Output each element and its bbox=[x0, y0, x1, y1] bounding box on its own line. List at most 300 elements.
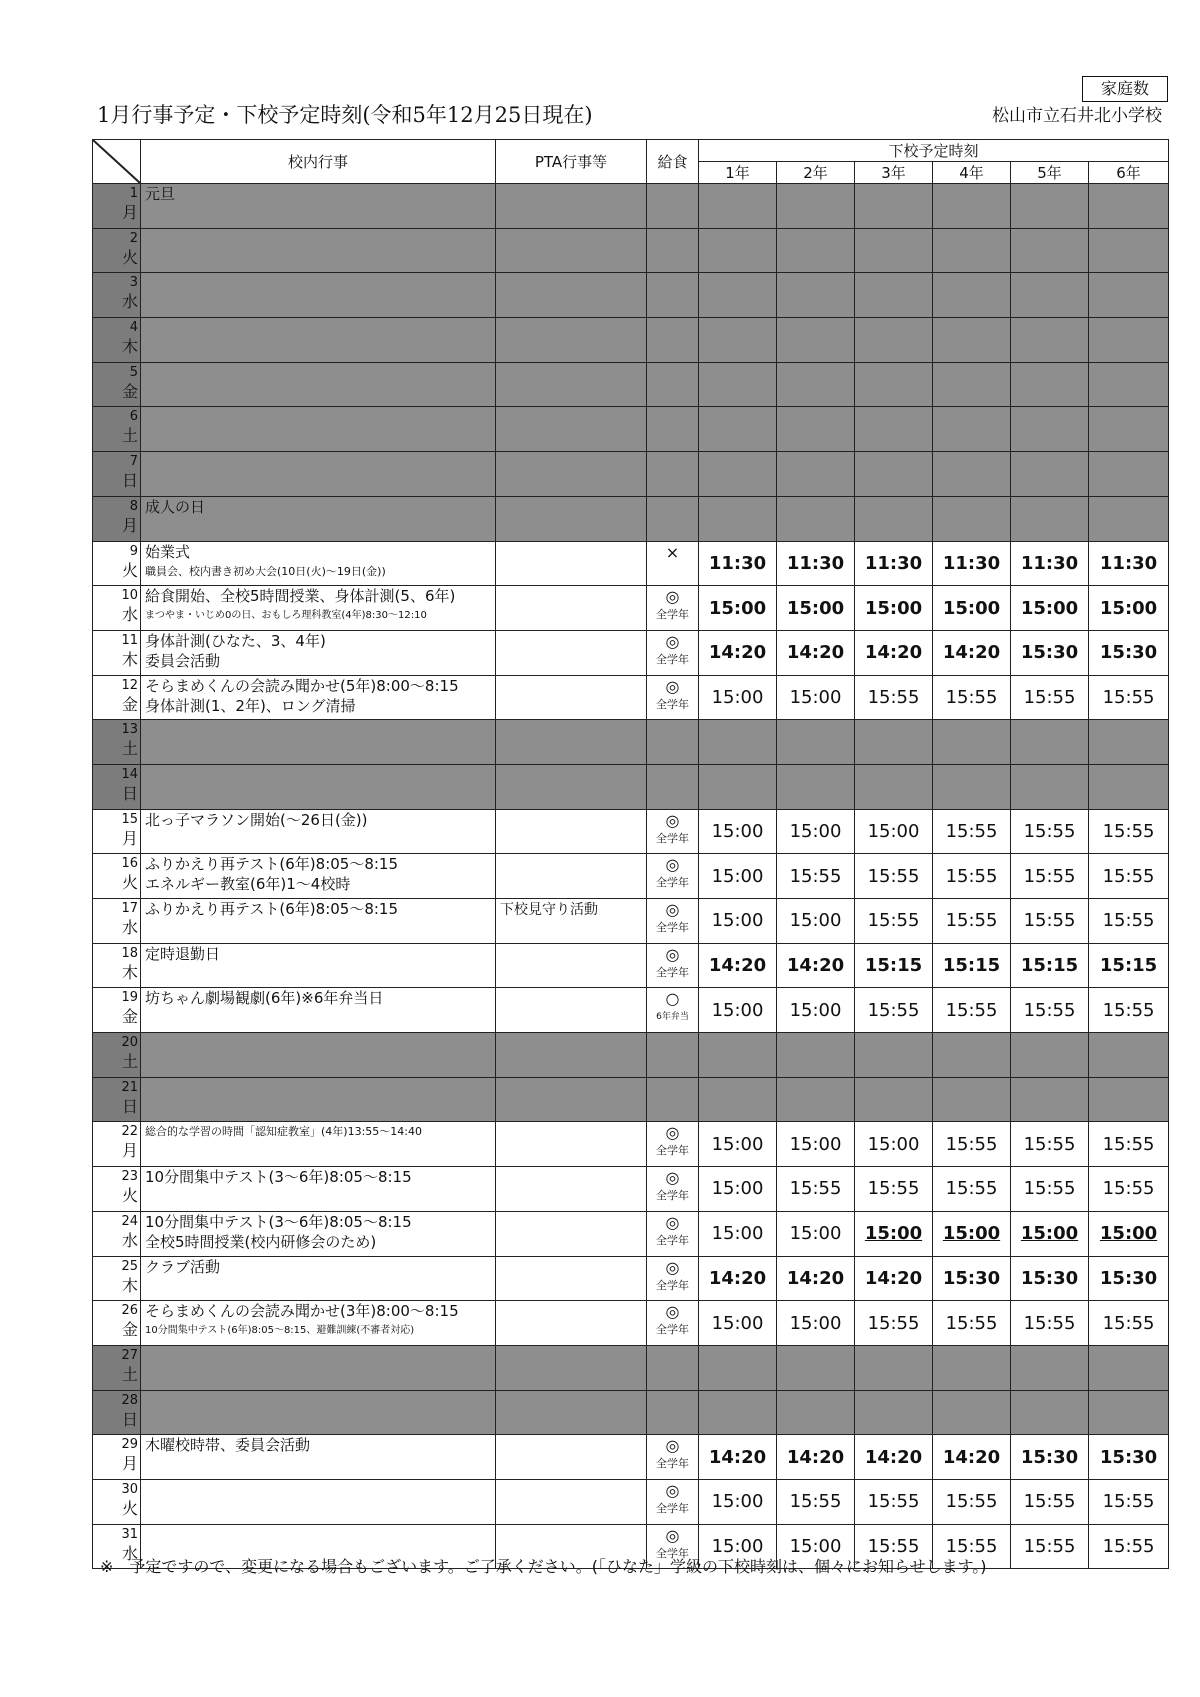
lunch-mark: ○ bbox=[665, 989, 680, 1009]
dismissal-time-cell bbox=[1089, 407, 1169, 452]
dismissal-time-cell bbox=[699, 1256, 777, 1301]
dismissal-time-cell bbox=[1011, 1033, 1089, 1078]
lunch-cell bbox=[647, 452, 699, 497]
header-grade: 5年 bbox=[1011, 162, 1089, 184]
lunch-cell bbox=[647, 720, 699, 765]
lunch-mark: ◎ bbox=[665, 1168, 680, 1188]
dismissal-time-cell bbox=[777, 541, 855, 586]
day-number: 25 bbox=[121, 1258, 138, 1274]
header-grade: 1年 bbox=[699, 162, 777, 184]
day-of-week: 木 bbox=[121, 1275, 138, 1295]
date-cell bbox=[93, 720, 141, 765]
table-row bbox=[93, 1077, 1169, 1122]
dismissal-time: 15:15 bbox=[1020, 955, 1079, 977]
dismissal-time-cell bbox=[777, 809, 855, 854]
dismissal-time-cell bbox=[855, 1122, 933, 1167]
dismissal-time-cell bbox=[1089, 1345, 1169, 1390]
dismissal-time: 15:55 bbox=[1023, 1535, 1076, 1557]
lunch-cell bbox=[647, 1390, 699, 1435]
dismissal-time-cell bbox=[1011, 228, 1089, 273]
lunch-mark: ◎ bbox=[665, 1257, 680, 1277]
lunch-cell bbox=[647, 988, 699, 1033]
dismissal-time-cell bbox=[933, 318, 1011, 363]
dismissal-time-cell bbox=[1011, 1345, 1089, 1390]
pta-cell bbox=[496, 496, 647, 541]
lunch-cell bbox=[647, 541, 699, 586]
date-cell bbox=[93, 407, 141, 452]
header-lunch: 給食 bbox=[647, 140, 699, 184]
dismissal-time-cell bbox=[1089, 541, 1169, 586]
lunch-note: 全学年 bbox=[656, 876, 689, 890]
date-cell bbox=[93, 1033, 141, 1078]
dismissal-time-cell bbox=[777, 362, 855, 407]
event-cell bbox=[141, 1033, 496, 1078]
day-number: 11 bbox=[121, 632, 138, 648]
day-of-week: 火 bbox=[121, 873, 138, 893]
event-cell bbox=[141, 541, 496, 586]
event-text: 給食開始、全校5時間授業、身体計測(5、6年) bbox=[145, 587, 456, 606]
day-number: 17 bbox=[121, 901, 138, 916]
day-of-week: 月 bbox=[121, 828, 138, 848]
pta-cell bbox=[496, 586, 647, 631]
lunch-cell bbox=[647, 1033, 699, 1078]
dismissal-time-cell bbox=[699, 1122, 777, 1167]
dismissal-time: 14:20 bbox=[942, 642, 1001, 664]
dismissal-time-cell bbox=[855, 362, 933, 407]
dismissal-time-cell bbox=[855, 630, 933, 675]
dismissal-time-cell bbox=[699, 630, 777, 675]
dismissal-time: 15:00 bbox=[711, 1491, 764, 1513]
day-of-week: 日 bbox=[121, 471, 138, 491]
dismissal-time: 15:55 bbox=[945, 686, 998, 708]
dismissal-time: 15:00 bbox=[864, 597, 923, 619]
dismissal-time-cell bbox=[1089, 1211, 1169, 1256]
table-row bbox=[93, 675, 1169, 720]
dismissal-time-cell bbox=[855, 318, 933, 363]
dismissal-time: 15:00 bbox=[711, 686, 764, 708]
lunch-cell bbox=[647, 675, 699, 720]
dismissal-time-cell bbox=[933, 675, 1011, 720]
lunch-mark: ◎ bbox=[665, 1480, 680, 1500]
dismissal-time-cell bbox=[1011, 1435, 1089, 1480]
date-cell bbox=[93, 943, 141, 988]
dismissal-time-cell bbox=[1089, 1390, 1169, 1435]
dismissal-time-cell bbox=[933, 854, 1011, 899]
day-number: 26 bbox=[121, 1303, 138, 1319]
dismissal-time: 15:55 bbox=[1023, 820, 1076, 842]
dismissal-time: 15:55 bbox=[867, 686, 920, 708]
lunch-note: 全学年 bbox=[656, 1546, 689, 1560]
dismissal-time-cell bbox=[777, 1390, 855, 1435]
dismissal-time-cell bbox=[933, 541, 1011, 586]
day-of-week: 金 bbox=[121, 694, 138, 714]
dismissal-time: 15:00 bbox=[789, 1223, 842, 1245]
day-of-week: 水 bbox=[121, 918, 138, 937]
dismissal-time-cell bbox=[699, 1345, 777, 1390]
dismissal-time-cell bbox=[1089, 1256, 1169, 1301]
pta-cell bbox=[496, 720, 647, 765]
lunch-cell bbox=[647, 1256, 699, 1301]
event-text: そらまめくんの会読み聞かせ(3年)8:00～8:15 bbox=[145, 1302, 459, 1321]
pta-cell bbox=[496, 1033, 647, 1078]
day-number: 22 bbox=[121, 1124, 138, 1140]
day-of-week: 火 bbox=[121, 560, 138, 580]
table-row bbox=[93, 362, 1169, 407]
dismissal-time-cell bbox=[855, 1256, 933, 1301]
dismissal-time-cell bbox=[699, 496, 777, 541]
dismissal-time-cell bbox=[1011, 809, 1089, 854]
dismissal-time-cell bbox=[933, 273, 1011, 318]
event-cell bbox=[141, 1479, 496, 1524]
table-row bbox=[93, 854, 1169, 899]
dismissal-time-cell bbox=[1011, 1390, 1089, 1435]
lunch-note: 全学年 bbox=[656, 1189, 689, 1203]
dismissal-time-cell bbox=[1011, 586, 1089, 631]
lunch-cell bbox=[647, 764, 699, 809]
dismissal-time-cell bbox=[1089, 1033, 1169, 1078]
lunch-cell bbox=[647, 854, 699, 899]
date-cell bbox=[93, 318, 141, 363]
dismissal-time-cell bbox=[933, 1256, 1011, 1301]
lunch-mark: ◎ bbox=[665, 855, 680, 875]
dismissal-time-cell bbox=[1011, 407, 1089, 452]
date-cell bbox=[93, 1301, 141, 1346]
dismissal-time-cell bbox=[933, 809, 1011, 854]
dismissal-time: 15:30 bbox=[1099, 642, 1158, 664]
day-of-week: 金 bbox=[121, 381, 138, 401]
pta-cell bbox=[496, 1479, 647, 1524]
dismissal-time: 15:15 bbox=[942, 955, 1001, 977]
dismissal-time: 15:55 bbox=[1102, 1491, 1155, 1513]
dismissal-time-cell bbox=[777, 1256, 855, 1301]
dismissal-time: 14:20 bbox=[942, 1446, 1001, 1468]
pta-cell bbox=[496, 1077, 647, 1122]
dismissal-time: 15:00 bbox=[789, 910, 842, 932]
dismissal-time: 14:20 bbox=[786, 1446, 845, 1468]
date-cell bbox=[93, 988, 141, 1033]
dismissal-time-cell bbox=[855, 943, 933, 988]
dismissal-time-cell bbox=[699, 407, 777, 452]
dismissal-time-cell bbox=[777, 1479, 855, 1524]
dismissal-time: 15:00 bbox=[789, 686, 842, 708]
event-cell bbox=[141, 1122, 496, 1167]
lunch-mark: ◎ bbox=[665, 676, 680, 696]
dismissal-time-cell bbox=[1011, 184, 1089, 229]
dismissal-time-cell bbox=[699, 1479, 777, 1524]
dismissal-time-cell bbox=[933, 943, 1011, 988]
dismissal-time: 15:15 bbox=[864, 955, 923, 977]
table-row bbox=[93, 541, 1169, 586]
dismissal-time-cell bbox=[933, 764, 1011, 809]
dismissal-time-cell bbox=[1089, 1122, 1169, 1167]
dismissal-time: 11:30 bbox=[708, 552, 767, 574]
day-of-week: 水 bbox=[121, 1230, 138, 1250]
dismissal-time-cell bbox=[855, 496, 933, 541]
footnote: ※ 予定ですので、変更になる場合もございます。ご了承ください。(「ひなた」学級の下校時刻は、個々にお知らせします。) bbox=[100, 1557, 987, 1576]
dismissal-time: 15:55 bbox=[789, 1491, 842, 1513]
day-of-week: 火 bbox=[121, 247, 138, 267]
date-cell bbox=[93, 1077, 141, 1122]
dismissal-time-cell bbox=[855, 854, 933, 899]
dismissal-time: 15:00 bbox=[711, 910, 764, 932]
dismissal-time: 15:00 bbox=[942, 1223, 1001, 1245]
table-row bbox=[93, 809, 1169, 854]
table-row bbox=[93, 720, 1169, 765]
pta-cell bbox=[496, 318, 647, 363]
dismissal-time-cell bbox=[777, 1077, 855, 1122]
header-pta: PTA行事等 bbox=[496, 140, 647, 184]
lunch-cell bbox=[647, 318, 699, 363]
dismissal-time: 15:55 bbox=[1102, 820, 1155, 842]
table-row bbox=[93, 943, 1169, 988]
day-number: 18 bbox=[121, 945, 138, 961]
header-events: 校内行事 bbox=[141, 140, 496, 184]
dismissal-time-cell bbox=[1011, 899, 1089, 944]
dismissal-time: 15:55 bbox=[1023, 910, 1076, 932]
dismissal-time: 15:55 bbox=[945, 1312, 998, 1334]
dismissal-time-cell bbox=[777, 899, 855, 944]
dismissal-time-cell bbox=[1089, 586, 1169, 631]
pta-cell bbox=[496, 1122, 647, 1167]
dismissal-time: 15:55 bbox=[1102, 910, 1155, 932]
day-number: 16 bbox=[121, 856, 138, 872]
lunch-mark: ◎ bbox=[665, 1436, 680, 1456]
day-of-week: 水 bbox=[121, 1543, 138, 1563]
lunch-cell bbox=[647, 1077, 699, 1122]
table-row bbox=[93, 273, 1169, 318]
event-cell bbox=[141, 764, 496, 809]
dismissal-time-cell bbox=[1089, 675, 1169, 720]
lunch-cell bbox=[647, 809, 699, 854]
dismissal-time-cell bbox=[855, 228, 933, 273]
pta-cell bbox=[496, 184, 647, 229]
day-of-week: 日 bbox=[121, 783, 138, 803]
date-cell bbox=[93, 899, 141, 944]
day-of-week: 金 bbox=[121, 1007, 138, 1027]
event-cell bbox=[141, 899, 496, 944]
dismissal-time-cell bbox=[1011, 452, 1089, 497]
dismissal-time: 15:00 bbox=[789, 820, 842, 842]
date-cell bbox=[93, 1122, 141, 1167]
event-cell bbox=[141, 1256, 496, 1301]
dismissal-time-cell bbox=[777, 764, 855, 809]
header-dismissal: 下校予定時刻 bbox=[699, 140, 1169, 162]
dismissal-time-cell bbox=[699, 228, 777, 273]
pta-cell bbox=[496, 541, 647, 586]
dismissal-time-cell bbox=[699, 1077, 777, 1122]
dismissal-time-cell bbox=[933, 1479, 1011, 1524]
date-cell bbox=[93, 1435, 141, 1480]
dismissal-time-cell bbox=[1089, 362, 1169, 407]
dismissal-time-cell bbox=[699, 273, 777, 318]
dismissal-time-cell bbox=[933, 1033, 1011, 1078]
table-row bbox=[93, 1301, 1169, 1346]
household-tag: 家庭数 bbox=[1082, 76, 1168, 102]
lunch-note: 全学年 bbox=[656, 1501, 689, 1515]
lunch-mark: ◎ bbox=[665, 1212, 680, 1232]
lunch-cell bbox=[647, 184, 699, 229]
event-cell bbox=[141, 228, 496, 273]
dismissal-time-cell bbox=[855, 1211, 933, 1256]
table-row bbox=[93, 1390, 1169, 1435]
table-row bbox=[93, 988, 1169, 1033]
diagonal-line bbox=[93, 140, 140, 183]
day-number: 6 bbox=[129, 409, 138, 425]
dismissal-time: 15:30 bbox=[942, 1267, 1001, 1289]
dismissal-time-cell bbox=[1089, 452, 1169, 497]
table-row bbox=[93, 1211, 1169, 1256]
table-row bbox=[93, 407, 1169, 452]
dismissal-time: 15:55 bbox=[1102, 1178, 1155, 1200]
dismissal-time: 14:20 bbox=[864, 642, 923, 664]
event-text: 10分間集中テスト(3～6年)8:05～8:15 bbox=[145, 1212, 412, 1231]
day-number: 31 bbox=[121, 1526, 138, 1542]
lunch-note: 全学年 bbox=[656, 697, 689, 711]
lunch-cell bbox=[647, 943, 699, 988]
table-row bbox=[93, 1479, 1169, 1524]
pta-cell bbox=[496, 228, 647, 273]
event-text: 身体計測(1、2年)、ロング清掃 bbox=[145, 696, 356, 715]
dismissal-time-cell bbox=[933, 1211, 1011, 1256]
lunch-mark: ◎ bbox=[665, 587, 680, 607]
dismissal-time-cell bbox=[1011, 630, 1089, 675]
dismissal-time: 15:55 bbox=[867, 1178, 920, 1200]
dismissal-time-cell bbox=[855, 809, 933, 854]
dismissal-time: 15:00 bbox=[711, 1535, 764, 1557]
pta-cell bbox=[496, 407, 647, 452]
dismissal-time: 15:55 bbox=[1023, 1312, 1076, 1334]
schedule-table bbox=[92, 139, 1169, 1569]
dismissal-time-cell bbox=[777, 630, 855, 675]
dismissal-time-cell bbox=[699, 1211, 777, 1256]
dismissal-time-cell bbox=[699, 1390, 777, 1435]
date-cell bbox=[93, 1479, 141, 1524]
event-text: 全校5時間授業(校内研修会のため) bbox=[145, 1232, 377, 1251]
lunch-note: 全学年 bbox=[656, 965, 689, 979]
event-text: 委員会活動 bbox=[145, 651, 221, 670]
dismissal-time-cell bbox=[855, 1390, 933, 1435]
day-number: 30 bbox=[121, 1481, 138, 1497]
dismissal-time: 15:55 bbox=[867, 1312, 920, 1334]
dismissal-time: 14:20 bbox=[708, 1267, 767, 1289]
lunch-note: 全学年 bbox=[656, 831, 689, 845]
day-number: 28 bbox=[121, 1392, 138, 1408]
event-cell bbox=[141, 1390, 496, 1435]
dismissal-time-cell bbox=[699, 988, 777, 1033]
event-cell bbox=[141, 1077, 496, 1122]
event-cell bbox=[141, 809, 496, 854]
day-of-week: 木 bbox=[121, 649, 138, 669]
event-text: 職員会、校内書き初め大会(10日(火)～19日(金)) bbox=[145, 564, 386, 578]
dismissal-time-cell bbox=[777, 854, 855, 899]
dismissal-time-cell bbox=[933, 228, 1011, 273]
dismissal-time: 14:20 bbox=[786, 955, 845, 977]
event-cell bbox=[141, 1435, 496, 1480]
dismissal-time-cell bbox=[933, 496, 1011, 541]
dismissal-time: 15:55 bbox=[1023, 1133, 1076, 1155]
day-number: 5 bbox=[129, 364, 138, 380]
dismissal-time: 15:55 bbox=[1102, 865, 1155, 887]
day-of-week: 金 bbox=[121, 1320, 138, 1340]
dismissal-time-cell bbox=[1011, 943, 1089, 988]
dismissal-time: 15:00 bbox=[711, 1133, 764, 1155]
event-cell bbox=[141, 362, 496, 407]
pta-cell bbox=[496, 630, 647, 675]
pta-cell bbox=[496, 452, 647, 497]
dismissal-time-cell bbox=[699, 764, 777, 809]
dismissal-time-cell bbox=[1011, 1479, 1089, 1524]
lunch-cell bbox=[647, 1122, 699, 1167]
dismissal-time-cell bbox=[855, 675, 933, 720]
table-row bbox=[93, 184, 1169, 229]
pta-cell bbox=[496, 675, 647, 720]
header-grade: 3年 bbox=[855, 162, 933, 184]
day-of-week: 木 bbox=[121, 962, 138, 982]
dismissal-time: 15:00 bbox=[711, 1312, 764, 1334]
pta-cell bbox=[496, 1435, 647, 1480]
dismissal-time: 15:30 bbox=[1020, 642, 1079, 664]
table-row bbox=[93, 1345, 1169, 1390]
dismissal-time-cell bbox=[933, 720, 1011, 765]
dismissal-time: 15:00 bbox=[711, 865, 764, 887]
dismissal-time-cell bbox=[1089, 184, 1169, 229]
dismissal-time: 15:55 bbox=[1102, 1312, 1155, 1334]
event-cell bbox=[141, 675, 496, 720]
event-text: ふりかえり再テスト(6年)8:05～8:15 bbox=[145, 855, 399, 874]
day-number: 19 bbox=[121, 990, 138, 1006]
table-row bbox=[93, 452, 1169, 497]
dismissal-time: 15:00 bbox=[867, 1133, 920, 1155]
dismissal-time-cell bbox=[1089, 496, 1169, 541]
dismissal-time: 15:55 bbox=[945, 865, 998, 887]
dismissal-time: 15:00 bbox=[789, 1133, 842, 1155]
dismissal-time: 15:00 bbox=[864, 1223, 923, 1245]
dismissal-time: 14:20 bbox=[708, 1446, 767, 1468]
dismissal-time-cell bbox=[1089, 1479, 1169, 1524]
dismissal-time: 14:20 bbox=[864, 1267, 923, 1289]
dismissal-time-cell bbox=[855, 1077, 933, 1122]
dismissal-time-cell bbox=[1011, 496, 1089, 541]
day-of-week: 水 bbox=[121, 292, 138, 312]
dismissal-time-cell bbox=[933, 899, 1011, 944]
lunch-mark: ◎ bbox=[665, 1123, 680, 1143]
date-cell bbox=[93, 1167, 141, 1212]
dismissal-time-cell bbox=[855, 1479, 933, 1524]
dismissal-time-cell bbox=[855, 720, 933, 765]
dismissal-time: 15:55 bbox=[1023, 999, 1076, 1021]
dismissal-time-cell bbox=[1089, 720, 1169, 765]
dismissal-time-cell bbox=[699, 809, 777, 854]
dismissal-time-cell bbox=[699, 1435, 777, 1480]
dismissal-time-cell bbox=[855, 1301, 933, 1346]
dismissal-time-cell bbox=[777, 675, 855, 720]
dismissal-time: 15:30 bbox=[1020, 1267, 1079, 1289]
dismissal-time-cell bbox=[777, 1345, 855, 1390]
lunch-note: 全学年 bbox=[656, 608, 689, 622]
lunch-cell bbox=[647, 630, 699, 675]
dismissal-time: 15:00 bbox=[711, 1223, 764, 1245]
table-row bbox=[93, 586, 1169, 631]
dismissal-time-cell bbox=[1011, 675, 1089, 720]
lunch-note: 全学年 bbox=[656, 1278, 689, 1292]
pta-cell bbox=[496, 1301, 647, 1346]
dismissal-time-cell bbox=[1089, 1301, 1169, 1346]
dismissal-time: 15:55 bbox=[867, 910, 920, 932]
event-text: 木曜校時帯、委員会活動 bbox=[145, 1436, 311, 1455]
date-cell bbox=[93, 452, 141, 497]
dismissal-time-cell bbox=[699, 586, 777, 631]
event-text: クラブ活動 bbox=[145, 1257, 221, 1276]
